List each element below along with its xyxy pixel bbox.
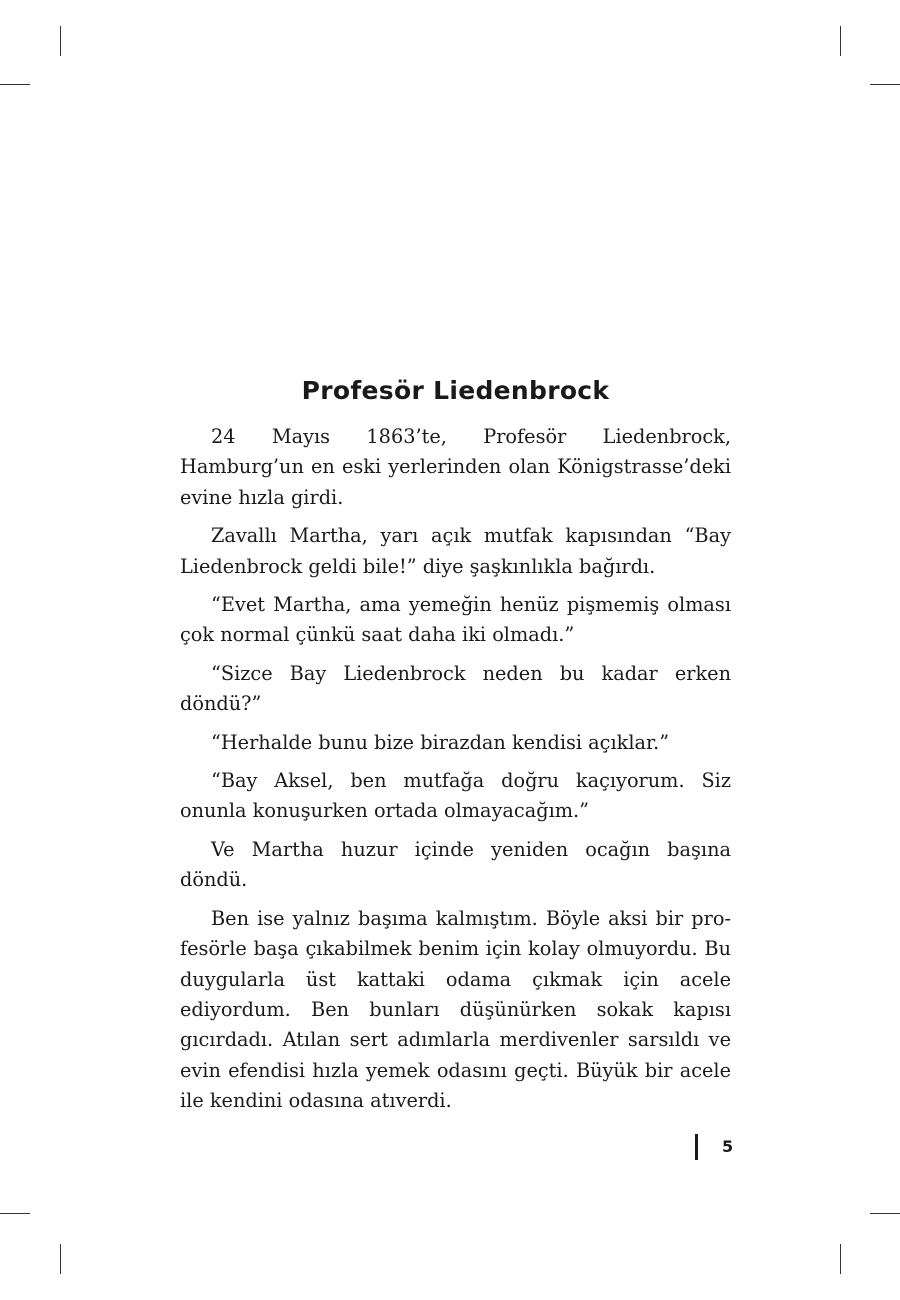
crop-mark-bottom-right bbox=[840, 1244, 841, 1274]
paragraph: Zavallı Martha, yarı açık mutfak kapısından “Bay Liedenbrock geldi bile!” diye şaşkınlıkla bağırdı. bbox=[180, 524, 731, 578]
crop-mark-right-top bbox=[870, 84, 900, 85]
crop-mark-right-bottom bbox=[870, 1213, 900, 1214]
crop-mark-left-top bbox=[0, 84, 30, 85]
crop-mark-bottom-left bbox=[60, 1244, 61, 1274]
paragraph: Ve Martha huzur içinde yeniden ocağın başına döndü. bbox=[180, 837, 731, 892]
crop-mark-top-right bbox=[840, 26, 841, 56]
paragraph: 24 Mayıs 1863’te, Profesör Liedenbrock, Hamburg’un en eski yerlerinden olan Königstrasse’deki evine hızla girdi. bbox=[180, 425, 731, 509]
crop-mark-left-bottom bbox=[0, 1213, 30, 1214]
paragraph: Ben ise yalnız başıma kalmıştım. Böyle aksi bir profesörle başa çıkabilmek benim için kolay olmuyordu. Bu duygularla üst kattaki odama çıkmak için acele ediyordum. Ben bunları düşünürken sokak kapısı gıcırdadı. Atılan sert adımlarla merdivenler sarsıldı ve evin efendisi hızla yemek odasını geçti. Büyük bir acele ile kendini odasına atıverdi. bbox=[180, 906, 731, 1113]
paragraph: “Bay Aksel, ben mutfağa doğru kaçıyorum. Siz onunla konuşurken ortada olmayacağım.” bbox=[180, 769, 731, 823]
crop-mark-top-left bbox=[60, 26, 61, 56]
body-text bbox=[180, 422, 731, 1125]
paragraph: “Herhalde bunu bize birazdan kendisi açıklar.” bbox=[211, 730, 670, 754]
paragraph: “Evet Martha, ama yemeğin henüz pişmemiş olması çok normal çünkü saat daha iki olmadı.” bbox=[180, 593, 731, 647]
page-number: 5 bbox=[722, 1137, 734, 1156]
page-number-rule bbox=[695, 1134, 698, 1160]
chapter-title: Profesör Liedenbrock bbox=[301, 376, 610, 405]
paragraph: “Sizce Bay Liedenbrock neden bu kadar erken döndü?” bbox=[180, 661, 731, 716]
